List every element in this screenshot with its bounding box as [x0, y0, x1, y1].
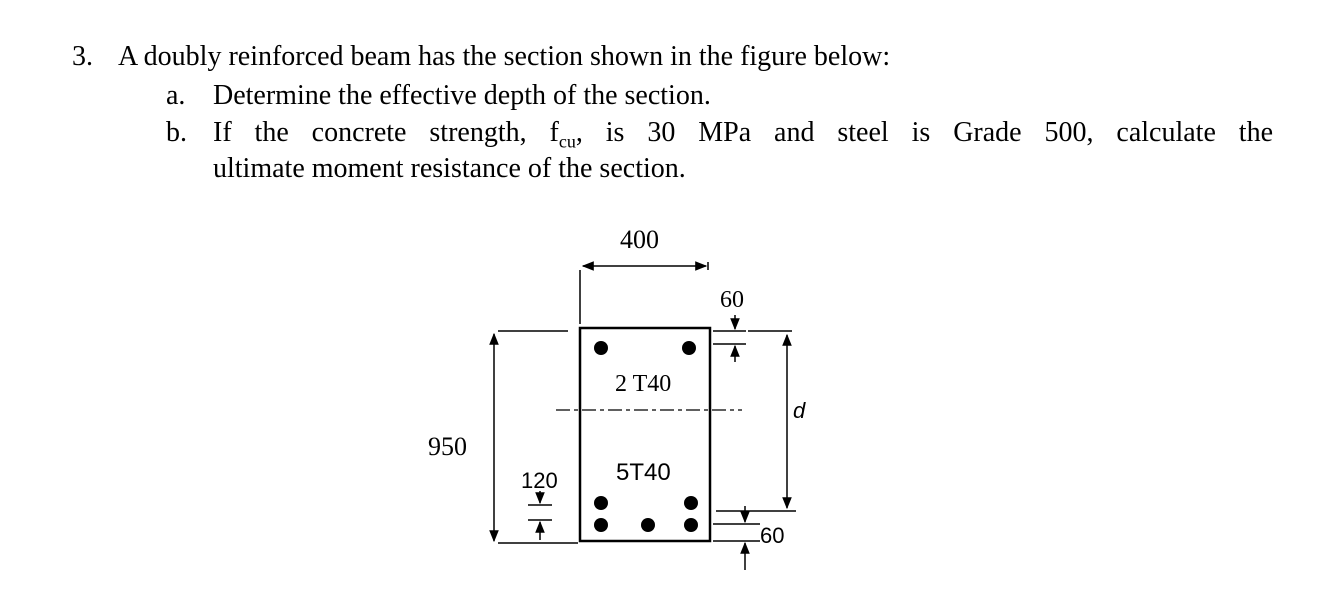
- bottom-bar: [594, 518, 608, 532]
- top-bar: [594, 341, 608, 355]
- question-number: 3.: [72, 41, 93, 72]
- part-a-text: Determine the effective depth of the section.: [213, 80, 711, 111]
- part-a-label: a.: [166, 80, 186, 111]
- bottom-cover-label: 60: [760, 523, 785, 548]
- bottom-bar: [684, 496, 698, 510]
- bottom-bar: [594, 496, 608, 510]
- bottom-bar: [684, 518, 698, 532]
- top-bar: [682, 341, 696, 355]
- top-cover-label: 60: [720, 287, 744, 313]
- fcu-subscript: cu: [558, 131, 576, 152]
- part-b-text-start: If the concrete strength, f: [213, 117, 559, 148]
- part-b-label: b.: [166, 117, 187, 148]
- top-bars-label: 2 T40: [615, 371, 672, 397]
- width-label: 400: [620, 225, 659, 254]
- layer-spacing-label: 120: [521, 468, 558, 493]
- part-b-text-rest: , is 30 MPa and steel is Grade 500, calculate the: [575, 117, 1273, 148]
- height-label: 950: [428, 432, 467, 461]
- depth-label: d: [793, 398, 806, 423]
- bottom-bars-label: 5T40: [616, 459, 671, 486]
- part-b-line2: ultimate moment resistance of the section.: [213, 153, 686, 184]
- question-stem: A doubly reinforced beam has the section shown in the figure below:: [118, 41, 891, 72]
- bottom-bar: [641, 518, 655, 532]
